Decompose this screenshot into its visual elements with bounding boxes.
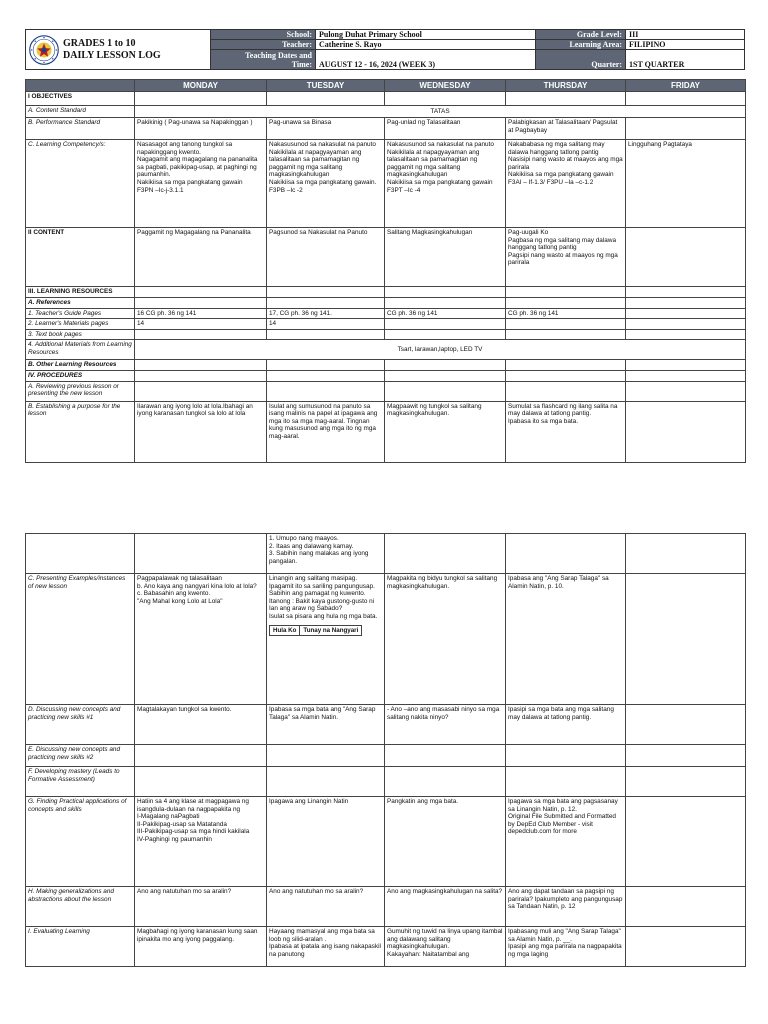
dates-label bbox=[211, 50, 316, 70]
day-monday: MONDAY bbox=[135, 80, 267, 92]
lm-label: 2. Learner's Materials pages bbox=[26, 319, 135, 330]
row-discussing-2 bbox=[26, 745, 746, 767]
discussing1-wed: - Ano –ano ang masasabi ninyo sa mga salitang nakita ninyo? bbox=[385, 705, 506, 745]
day-header-row bbox=[26, 80, 746, 92]
dates-label-line-1: Teaching Dates and bbox=[245, 50, 312, 60]
quarter-value: 1ST QUARTER bbox=[626, 50, 745, 70]
day-header-blank bbox=[26, 80, 135, 92]
discussing2-label: E. Discussing new concepts and practicing new skills #2 bbox=[26, 745, 135, 767]
mastery-label: F. Developing mastery (Leads to Formative Assessment) bbox=[26, 767, 135, 797]
lesson-table-2 bbox=[25, 533, 746, 967]
row-resources bbox=[26, 287, 746, 298]
lm-tue: 14 bbox=[267, 319, 385, 330]
performance-fri bbox=[626, 118, 746, 140]
practical-wed: Pangkatin ang mga bata. bbox=[385, 797, 506, 887]
document-title bbox=[63, 38, 161, 62]
content-mon: Paggamit ng Magagalang na Pananalita bbox=[135, 228, 267, 287]
area-label: Learning Area: bbox=[536, 40, 626, 50]
tg-fri bbox=[626, 308, 746, 319]
presenting-thu: Ipabasa ang "Ang Sarap Talaga" sa Alamin Natin, p. 10. bbox=[506, 574, 626, 705]
competency-thu: Nakababasa ng mga salitang may dalawa hanggang tatlong pantig Nasisipi nang wasto at maayos ang mga parirala Nakikiisa sa mga pangkatang gawain F3AI – If-1.3/ F3PU –Ia –c-1.2 bbox=[506, 140, 626, 228]
purpose-fri bbox=[626, 401, 746, 462]
day-wednesday: WEDNESDAY bbox=[385, 80, 506, 92]
row-performance-standard bbox=[26, 118, 746, 140]
competency-mon: Nasasagot ang tanong tungkol sa napakinggang kwento. Nagagamit ang magagalang na pananalita sa pagbati, pakikipag-usap, at paghingi ng paumanhin. Nakikiisa sa mga pangkatang gawain F3PN –Ic-j-3.1.1 bbox=[135, 140, 267, 228]
row-procedures bbox=[26, 370, 746, 381]
row-evaluating bbox=[26, 927, 746, 967]
day-thursday: THURSDAY bbox=[506, 80, 626, 92]
practical-fri bbox=[626, 797, 746, 887]
practical-label: G. Finding Practical applications of concepts and skills bbox=[26, 797, 135, 887]
performance-tue: Pag-unawa sa Binasa bbox=[267, 118, 385, 140]
other-resources-label: B. Other Learning Resources bbox=[26, 360, 135, 371]
tg-wed: CG ph. 36 ng 141 bbox=[385, 308, 506, 319]
content-wed: Salitang Magkasingkahulugan bbox=[385, 228, 506, 287]
prediction-col-1: Hula Ko bbox=[270, 625, 300, 636]
quarter-label: Quarter: bbox=[536, 50, 626, 70]
presenting-mon: Pagpapalawak ng talasalitaan b. Ano kaya ang nangyari kina lolo at lola? c. Babasahin ang kwento. "Ang Mahal kong Lolo at Lola" bbox=[135, 574, 267, 705]
evaluating-thu: Ipabasang muli ang "Ang Sarap Talaga" sa Alamin Natin, p. __. Ipasipi ang mga parirala na nagpapakita ng mga laging bbox=[506, 927, 626, 967]
row-mastery bbox=[26, 767, 746, 797]
discussing1-mon: Magtalakayan tungkol sa kwento. bbox=[135, 705, 267, 745]
practical-mon: Hatiin sa 4 ang klase at magpagawa ng isangdula-dulaan na nagpapakita ng I-Magalang naPagbati II-Pakikipag-usap sa Matatanda III-Pakikipag-usap sa mga hindi kakilala IV-Paghingi ng paumanhin bbox=[135, 797, 267, 887]
discussing1-tue: Ipabasa sa mga bata ang "Ang Sarap Talaga" sa Alamin Natin. bbox=[267, 705, 385, 745]
tg-label: 1. Teacher's Guide Pages bbox=[26, 308, 135, 319]
evaluating-mon: Magbahagi ng iyong karanasan kung saan ipinakita mo ang iyong paggalang. bbox=[135, 927, 267, 967]
tg-tue: 17, CG ph. 36 ng 141. bbox=[267, 308, 385, 319]
row-teachers-guide bbox=[26, 308, 746, 319]
dates-label-line-2: Time: bbox=[291, 59, 312, 69]
row-objectives bbox=[26, 92, 746, 106]
day-friday: FRIDAY bbox=[626, 80, 746, 92]
brand-cell bbox=[26, 30, 211, 70]
content-fri bbox=[626, 228, 746, 287]
generalizations-mon: Ano ang natutuhan mo sa aralin? bbox=[135, 887, 267, 927]
evaluating-label: I. Evaluating Learning bbox=[26, 927, 135, 967]
purpose-label: B. Establishing a purpose for the lesson bbox=[26, 401, 135, 462]
row-content bbox=[26, 228, 746, 287]
row-competency bbox=[26, 140, 746, 228]
performance-wed: Pag-unlad ng Talasalitaan bbox=[385, 118, 506, 140]
school-value: Pulong Duhat Primary School bbox=[316, 30, 536, 40]
discussing1-thu: Ipasipi sa mga bata ang mga salitang may dalawa at tatlong pantig. bbox=[506, 705, 626, 745]
textbook-label: 3. Text book pages bbox=[26, 329, 135, 340]
row-discussing-1 bbox=[26, 705, 746, 745]
title-line-1: GRADES 1 to 10 bbox=[63, 37, 136, 49]
row-textbook bbox=[26, 329, 746, 340]
content-thu: Pag-uugali Ko Pagbasa ng mga salitang may dalawa hanggang tatlong pantig Pagsipi nang wasto at maayos ng mga parirala bbox=[506, 228, 626, 287]
day-tuesday: TUESDAY bbox=[267, 80, 385, 92]
grade-label: Grade Level: bbox=[536, 30, 626, 40]
tg-thu: CG ph. 36 ng 141 bbox=[506, 308, 626, 319]
objectives-label: I OBJECTIVES bbox=[26, 92, 135, 106]
evaluating-fri bbox=[626, 927, 746, 967]
prediction-col-2: Tunay na Nangyari bbox=[300, 625, 362, 636]
presenting-fri bbox=[626, 574, 746, 705]
purpose-tue: Isulat ang sumusunod na panuto sa isang malinis na papel at ipagawa ang mga ito sa mga mag-aaral. Tingnan kung masusunod ang mga ito ng mga mag-aaral. bbox=[267, 401, 385, 462]
practical-tue: Ipagawa ang Linangin Natin bbox=[267, 797, 385, 887]
prediction-table bbox=[269, 625, 362, 637]
evaluating-tue: Hayaang mamasyal ang mga bata sa loob ng silid-aralan . Ipabasa at ipatala ang isang nakapaskil na panutong bbox=[267, 927, 385, 967]
competency-tue: Nakasusunod sa nakasulat na panuto Nakikilala at napagyayaman ang talasalitaan sa pamamagitan ng paggamit ng mga salitang magkasingkahulugan Nakikiisa sa mga pangkatang gawain. F3PB –Ic -2 bbox=[267, 140, 385, 228]
references-label: A. References bbox=[26, 298, 135, 309]
title-line-2: DAILY LESSON LOG bbox=[63, 49, 161, 61]
procedures-label: IV. PROCEDURES bbox=[26, 370, 135, 381]
discussing1-label: D. Discussing new concepts and practicing new skills #1 bbox=[26, 705, 135, 745]
purpose-tue-continued: 1. Umupo nang maayos. 2. Itaas ang dalawang kamay. 3. Sabihin nang malakas ang iyong pangalan. bbox=[267, 534, 385, 574]
row-additional-materials bbox=[26, 340, 746, 360]
generalizations-tue: Ano ang natutuhan mo sa aralin? bbox=[267, 887, 385, 927]
area-value: FILIPINO bbox=[626, 40, 745, 50]
additional-value: Tsart, larawan,laptop, LED TV bbox=[135, 340, 746, 360]
content-tue: Pagsunod sa Nakasulat na Panuto bbox=[267, 228, 385, 287]
tg-mon: 16 CG ph. 36 ng 141 bbox=[135, 308, 267, 319]
practical-thu: Ipagawa sa mga bata ang pagsasanay sa Linangin Natin, p. 12. Original File Submitted and Formatted by DepEd Club Member - visit depedclub.com for more bbox=[506, 797, 626, 887]
row-presenting bbox=[26, 574, 746, 705]
presenting-label: C. Presenting Examples/instances of new lesson bbox=[26, 574, 135, 705]
dates-value: AUGUST 12 - 16, 2024 (WEEK 3) bbox=[316, 50, 536, 70]
generalizations-thu: Ano ang dapat tandaan sa pagsipi ng parirala? Ipakumpleto ang pangungusap sa Tandaan Natin, p. 12 bbox=[506, 887, 626, 927]
generalizations-wed: Ano ang magkasingkahulugan na salita? bbox=[385, 887, 506, 927]
lesson-table-1 bbox=[25, 79, 746, 463]
row-other-resources bbox=[26, 360, 746, 371]
content-standard-label: A. Content Standard bbox=[26, 106, 135, 118]
purpose-wed: Magpaawit ng tungkol sa salitang magkasingkahulugan. bbox=[385, 401, 506, 462]
content-standard-value: TATAS bbox=[135, 106, 746, 118]
row-learners-materials bbox=[26, 319, 746, 330]
competency-label: C. Learning Competency/s: bbox=[26, 140, 135, 228]
presenting-tue-text: Linangin ang salitang masipag. Ipagamit ito sa sariling pangungusap. Sabihin ang pamagat ng kuwento. Itanong : Bakit kaya gustong-gusto ni Ian ang araw ng Sabado? Isulat sa pisara ang hula ng mga bata. bbox=[269, 575, 378, 620]
presenting-wed: Magpakita ng bidyu tungkol sa salitang magkasingkahulugan. bbox=[385, 574, 506, 705]
purpose-thu: Sumulat sa flashcard ng ilang salita na may dalawa at tatlong pantig. Ipabasa ito sa mga bata. bbox=[506, 401, 626, 462]
review-label: A. Reviewing previous lesson or presenting the new lesson bbox=[26, 381, 135, 401]
row-review bbox=[26, 381, 746, 401]
performance-thu: Palabigkasan at Talasalitaan/ Pagsulat at Pagbaybay bbox=[506, 118, 626, 140]
additional-label: 4. Additional Materials from Learning Resources bbox=[26, 340, 135, 360]
presenting-tue bbox=[267, 574, 385, 705]
discussing1-fri bbox=[626, 705, 746, 745]
resources-label: III. LEARNING RESOURCES bbox=[26, 287, 135, 298]
teacher-label: Teacher: bbox=[211, 40, 316, 50]
school-label: School: bbox=[211, 30, 316, 40]
row-purpose-continued bbox=[26, 534, 746, 574]
deped-seal-icon bbox=[29, 35, 59, 65]
evaluating-wed: Gumuhit ng tuwid na linya upang itambal ang dalawang salitang magkasingkahulugan. Kakayahan: Naitatambal ang bbox=[385, 927, 506, 967]
row-references bbox=[26, 298, 746, 309]
competency-wed: Nakasusunod sa nakasulat na panuto Nakikilala at napagyayaman ang talasalitaan sa pamamagitan ng paggamit ng mga salitang magkasingkahulugan Nakikiisa sa mga pangkatang gawain F3PT –Ic -4 bbox=[385, 140, 506, 228]
lm-mon: 14 bbox=[135, 319, 267, 330]
performance-standard-label: B. Performance Standard bbox=[26, 118, 135, 140]
generalizations-label: H. Making generalizations and abstractions about the lesson bbox=[26, 887, 135, 927]
purpose-mon: Ilarawan ang iyong lolo at lola.Ibahagi an iyong karanasan tungkol sa lolo at lola bbox=[135, 401, 267, 462]
performance-mon: Pakikinig ( Pag-unawa sa Napakinggan ) bbox=[135, 118, 267, 140]
grade-value: III bbox=[626, 30, 745, 40]
generalizations-fri bbox=[626, 887, 746, 927]
row-generalizations bbox=[26, 887, 746, 927]
competency-fri: Lingguhang Pagtataya bbox=[626, 140, 746, 228]
row-purpose bbox=[26, 401, 746, 462]
teacher-value: Catherine S. Rayo bbox=[316, 40, 536, 50]
content-label: II CONTENT bbox=[26, 228, 135, 287]
log-header bbox=[25, 29, 745, 69]
row-practical bbox=[26, 797, 746, 887]
row-content-standard bbox=[26, 106, 746, 118]
